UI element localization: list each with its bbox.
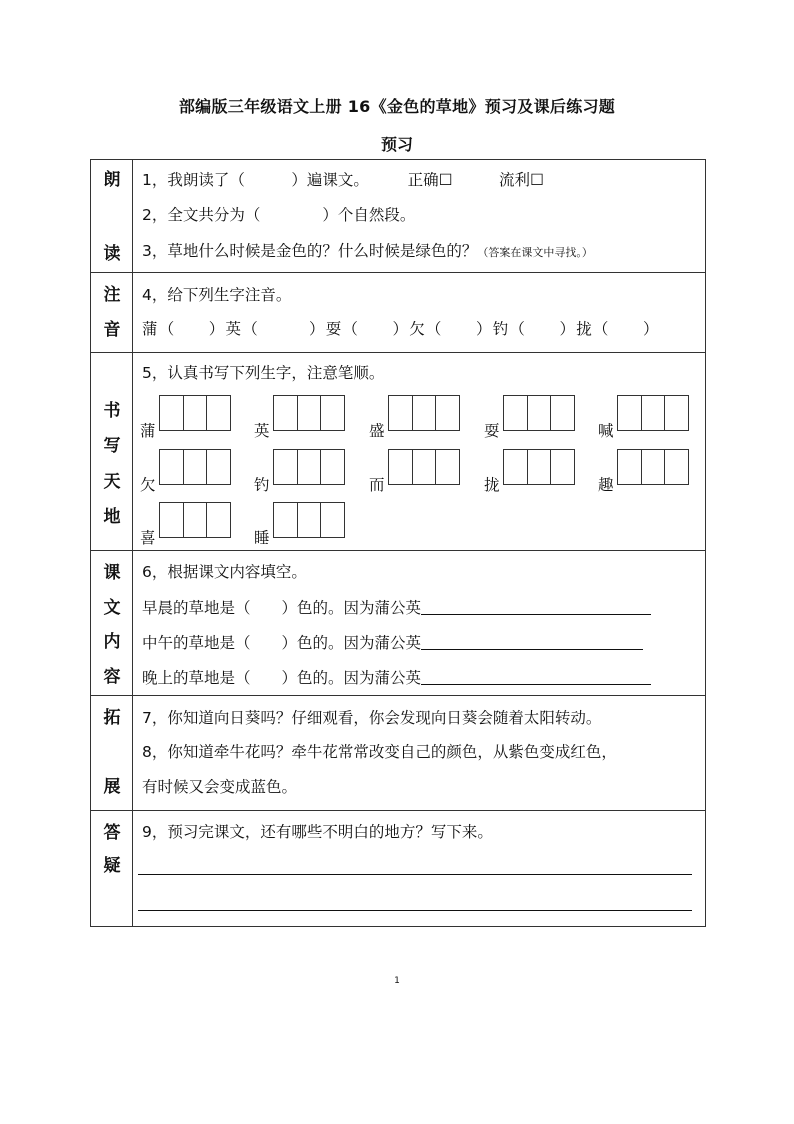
fill-evening-text: 晚上的草地是（ ）色的。因为蒲公英: [142, 669, 422, 687]
page-subtitle: 预习: [380, 135, 413, 154]
section-reading: [90, 159, 706, 272]
section-questions: [90, 810, 706, 927]
practice-char: 而: [369, 476, 385, 494]
practice-char: 欠: [140, 476, 156, 494]
practice-char: 拢: [484, 476, 500, 494]
label-char: 容: [103, 667, 121, 687]
question-8-line-1: 8，你知道牵牛花吗？牵牛花常常改变自己的颜色，从紫色变成红色，: [142, 743, 617, 761]
writing-grid[interactable]: [503, 449, 575, 485]
answer-line[interactable]: [138, 874, 692, 875]
writing-grid[interactable]: [503, 395, 575, 431]
section-pinyin: [90, 272, 706, 352]
pinyin-characters: 蒲（ ）英（ ）耍（ ）欠（ ）钓（ ）拢（ ）: [142, 320, 660, 338]
answer-blank[interactable]: [421, 598, 651, 615]
practice-char: 喊: [598, 422, 614, 440]
practice-char: 钓: [254, 476, 270, 494]
label-char: 注: [103, 285, 121, 305]
label-char: 拓: [103, 708, 121, 728]
writing-grid[interactable]: [159, 502, 231, 538]
practice-char: 趣: [598, 476, 614, 494]
label-char: 地: [103, 507, 121, 527]
question-3-text: 3，草地什么时候是金色的？什么时候是绿色的？: [142, 242, 478, 260]
label-char: 答: [103, 823, 121, 843]
question-7: 7，你知道向日葵吗？仔细观看，你会发现向日葵会随着太阳转动。: [142, 709, 602, 727]
fill-noon-text: 中午的草地是（ ）色的。因为蒲公英: [142, 634, 422, 652]
label-char: 读: [103, 244, 121, 264]
writing-grid[interactable]: [273, 449, 345, 485]
section-writing: [90, 352, 706, 550]
label-char: 内: [103, 632, 121, 652]
section-label: [91, 811, 133, 926]
writing-grid[interactable]: [388, 395, 460, 431]
practice-char: 盛: [369, 422, 385, 440]
question-4: 4，给下列生字注音。: [142, 286, 292, 304]
question-8-line-2: 有时候又会变成蓝色。: [142, 778, 298, 796]
question-3: [142, 240, 593, 264]
fill-evening: [142, 667, 651, 689]
practice-char: 耍: [484, 422, 500, 440]
label-char: 文: [103, 598, 121, 618]
practice-char: 喜: [140, 529, 156, 547]
label-char: 书: [103, 401, 121, 421]
question-2: 2，全文共分为（ ）个自然段。: [142, 206, 416, 224]
writing-grid[interactable]: [617, 395, 689, 431]
fill-morning-text: 早晨的草地是（ ）色的。因为蒲公英: [142, 599, 422, 617]
label-char: 写: [103, 436, 121, 456]
writing-grid[interactable]: [159, 395, 231, 431]
writing-grid[interactable]: [159, 449, 231, 485]
fill-noon: [142, 632, 643, 654]
practice-char: 蒲: [140, 422, 156, 440]
writing-grid[interactable]: [388, 449, 460, 485]
question-3-note: （答案在课文中寻找。）: [477, 246, 593, 259]
writing-grid[interactable]: [273, 502, 345, 538]
question-5: 5，认真书写下列生字，注意笔顺。: [142, 364, 385, 382]
section-label: [91, 273, 133, 352]
answer-blank[interactable]: [421, 633, 643, 650]
practice-char: 英: [254, 422, 270, 440]
question-6: 6，根据课文内容填空。: [142, 563, 307, 581]
label-char: 疑: [103, 856, 121, 876]
writing-content: [133, 353, 705, 550]
section-content: [90, 550, 706, 695]
label-char: 课: [103, 563, 121, 583]
answer-line[interactable]: [138, 910, 692, 911]
question-1: 1，我朗读了（ ）遍课文。 正确☐ 流利☐: [142, 171, 544, 189]
writing-grid[interactable]: [273, 395, 345, 431]
writing-grid[interactable]: [617, 449, 689, 485]
page-title: 部编版三年级语文上册 16《金色的草地》预习及课后练习题: [178, 97, 616, 116]
label-char: 展: [103, 777, 121, 797]
page-number: 1: [394, 976, 400, 986]
answer-blank[interactable]: [421, 668, 651, 685]
section-label: [91, 160, 133, 272]
practice-char: 睡: [254, 529, 270, 547]
label-char: 天: [103, 472, 121, 492]
fill-morning: [142, 597, 651, 619]
section-label: [91, 353, 133, 550]
question-9: 9，预习完课文，还有哪些不明白的地方？写下来。: [142, 823, 493, 841]
section-label: [91, 551, 133, 695]
label-char: 音: [103, 320, 121, 340]
label-char: 朗: [103, 170, 121, 190]
section-extension: [90, 695, 706, 810]
section-label: [91, 696, 133, 810]
